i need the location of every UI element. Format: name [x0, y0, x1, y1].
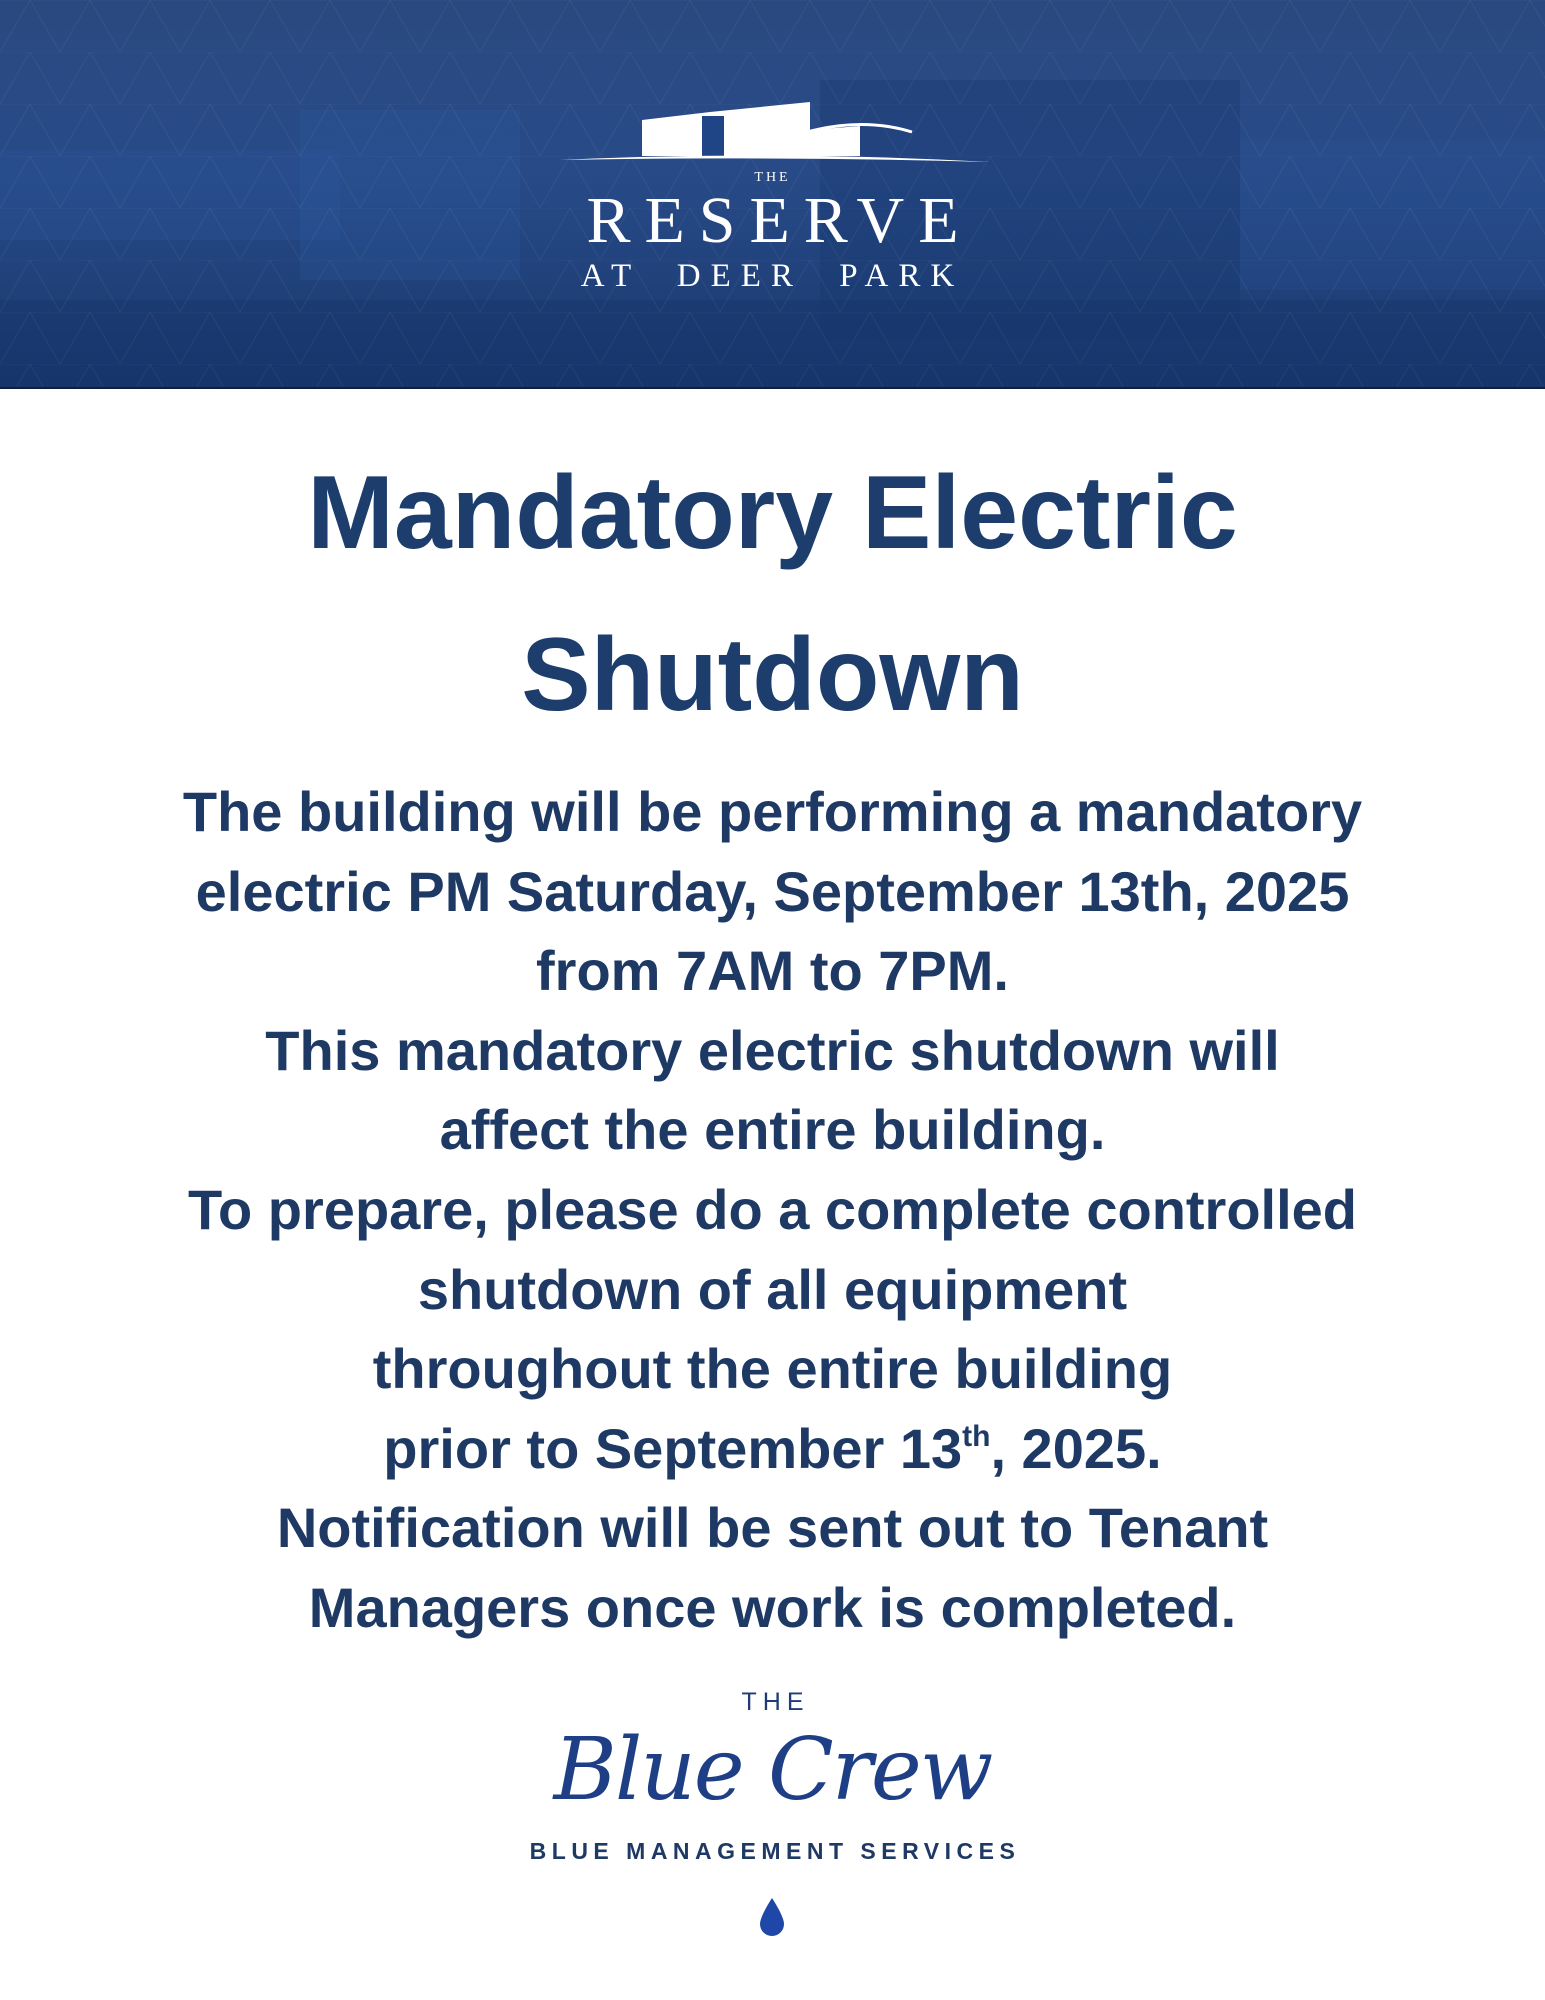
notice-line-deadline	[0, 1409, 1545, 1489]
notice-line: shutdown of all equipment	[417, 1257, 1128, 1321]
footer-the: THE	[741, 1688, 810, 1716]
brand-name: RESERVE	[586, 184, 973, 257]
notice-body	[0, 772, 1545, 1648]
notice-title-line: Mandatory Electric	[307, 455, 1238, 571]
notice-line: Notification will be sent out to Tenant	[276, 1496, 1269, 1560]
notice-line: To prepare, please do a complete controlled	[187, 1177, 1358, 1241]
notice-line: electric PM Saturday, September 13th, 2025	[195, 859, 1350, 923]
footer-script-logo: Blue Crew	[553, 1720, 992, 1820]
deadline-suffix: , 2025.	[990, 1416, 1162, 1480]
header-banner	[0, 0, 1545, 389]
notice-line: The building will be performing a mandatory	[182, 780, 1363, 843]
notice-line: Managers once work is completed.	[308, 1575, 1237, 1639]
water-drop-icon	[757, 1896, 787, 1938]
footer-tagline: BLUE MANAGEMENT SERVICES	[529, 1838, 1021, 1864]
brand-the: THE	[754, 170, 791, 185]
notice-title	[0, 432, 1545, 756]
building-logo-icon	[560, 90, 990, 170]
deadline-prefix: prior to September 13	[383, 1416, 963, 1480]
notice-title-line: Shutdown	[521, 617, 1024, 733]
deadline-ordinal: th	[962, 1419, 991, 1453]
notice-line: from 7AM to 7PM.	[536, 939, 1009, 1003]
brand-subtitle: AT DEER PARK	[580, 258, 965, 294]
notice-line: This mandatory electric shutdown will	[265, 1018, 1280, 1082]
notice-line: affect the entire building.	[439, 1098, 1106, 1162]
notice-line: throughout the entire building	[372, 1337, 1173, 1401]
